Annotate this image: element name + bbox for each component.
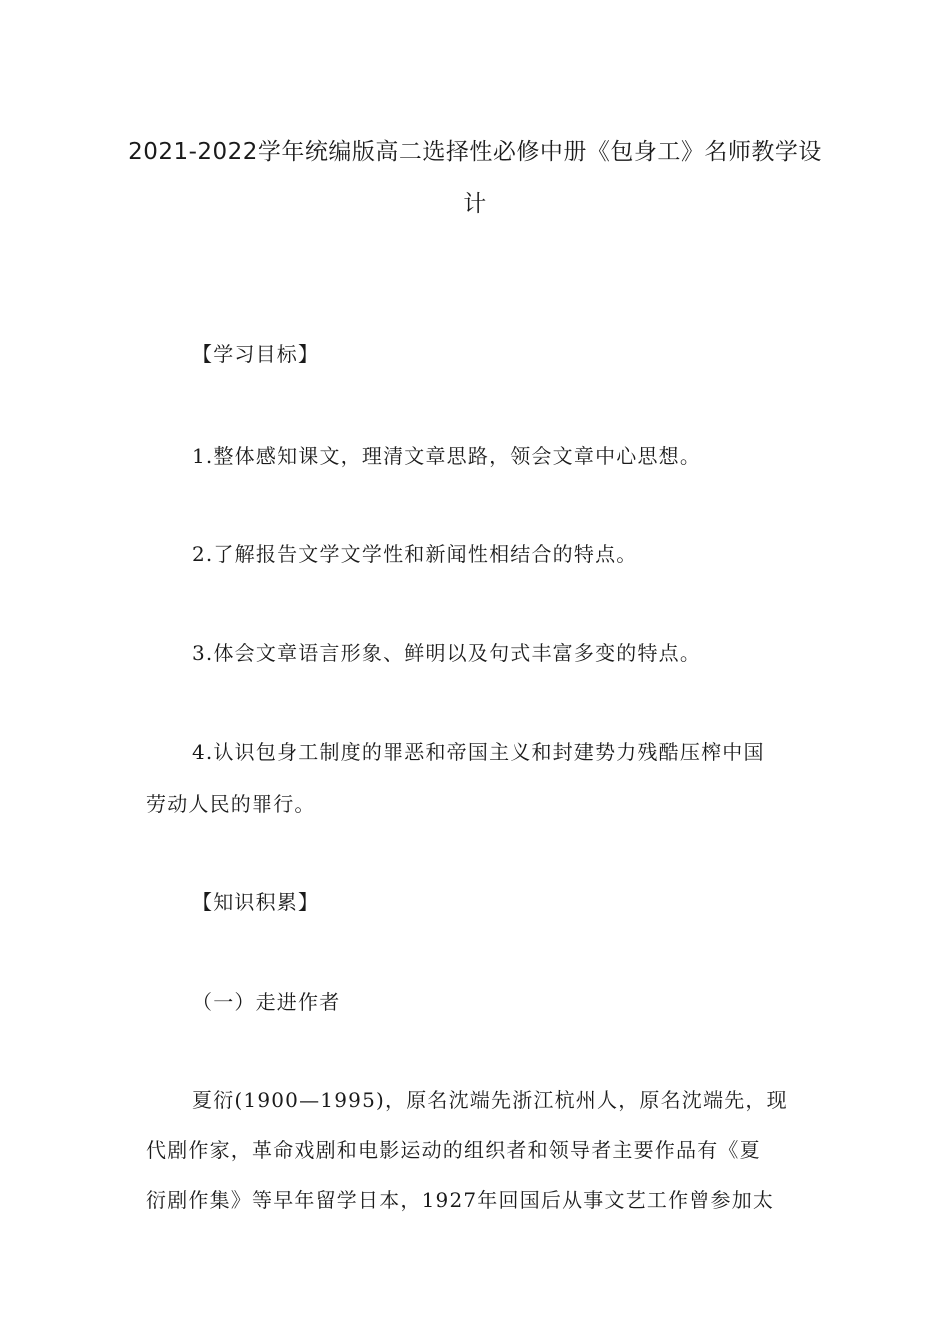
document-page: 2021-2022学年统编版高二选择性必修中册《包身工》名师教学设 计 【学习目标】 1.整体感知课文，理清文章思路，领会文章中心思想。 2.了解报告文学文学性和新闻性相结合的特点。 3.体会文章语言形象、鲜明以及句式丰富多变的特点。 4.认识包身工制度的罪恶和帝国主义和封建势力残酷压榨中国 劳动人民的罪行。 【知识积累】 （一）走进作者 夏衍(1900—1995)，原名沈端先浙江杭州人，原名沈端先，现 代剧作家，革命戏剧和电影运动的组织者和领导者主要作品有《夏 衍剧作集》等早年留学日本，1927年回国后从事文艺工作曾参加太 <box>0 0 950 1344</box>
document-title <box>120 126 830 230</box>
title-line-1: 2021-2022学年统编版高二选择性必修中册《包身工》名师教学设 <box>128 139 822 165</box>
title-line-2: 计 <box>463 191 487 217</box>
